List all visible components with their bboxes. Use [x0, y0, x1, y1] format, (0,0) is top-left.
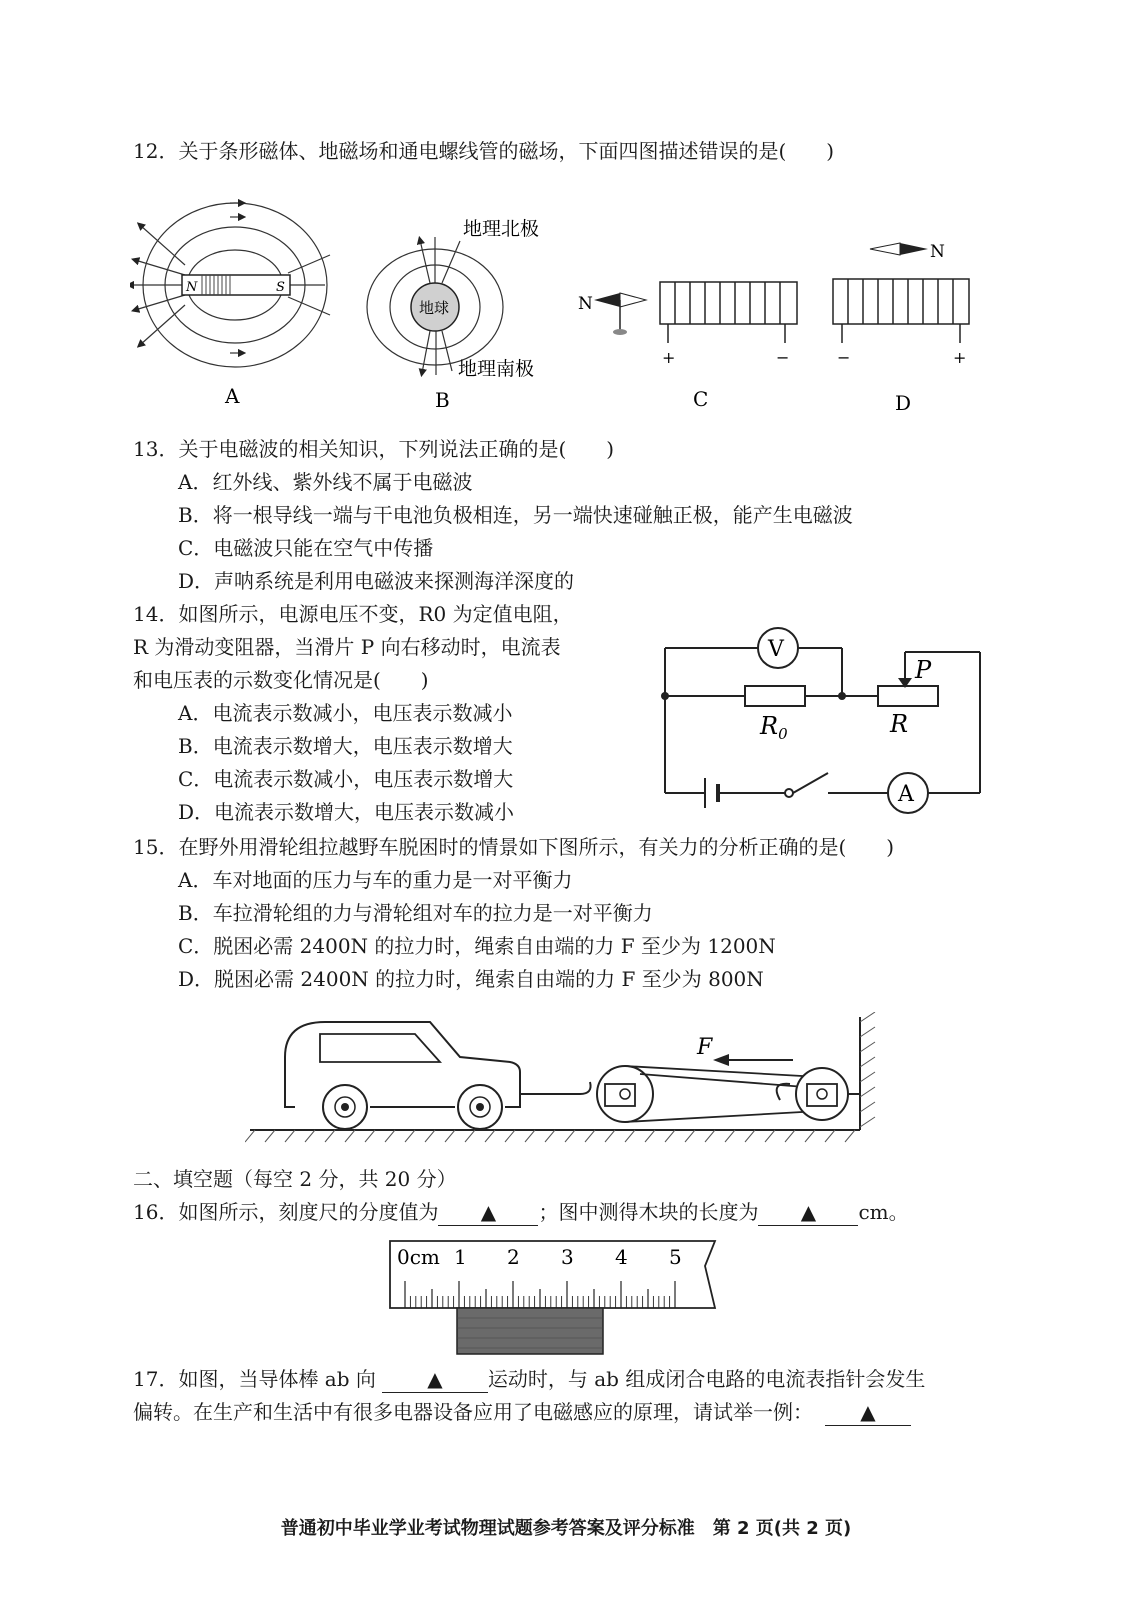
earth-label: 地球 [419, 299, 450, 317]
q14-circuit-diagram [660, 618, 1005, 818]
q16-ruler-diagram [385, 1236, 725, 1358]
figure-d-solenoid [833, 279, 969, 343]
q13-option-c: C．电磁波只能在空气中传播 [178, 536, 434, 560]
c-needle-n-label: N [578, 294, 593, 314]
figure-a-label: A [225, 384, 240, 408]
q16-blank-1[interactable]: ▲ [438, 1199, 538, 1226]
rheostat-label: R [890, 710, 909, 738]
q17-stem-line1 [133, 1366, 925, 1393]
q12-stem: 12．关于条形磁体、地磁场和通电螺线管的磁场，下面四图描述错误的是( ) [133, 139, 835, 163]
q17-blank-1[interactable]: ▲ [382, 1366, 488, 1393]
q14-option-d: D．电流表示数增大，电压表示数减小 [178, 800, 515, 824]
q17-blank-2[interactable]: ▲ [825, 1399, 911, 1426]
voltmeter-label: V [768, 637, 784, 662]
q14-stem-line3: 和电压表的示数变化情况是( ) [133, 668, 429, 692]
q17-stem-line2 [133, 1399, 911, 1426]
q16-post: cm。 [858, 1200, 909, 1224]
south-pole-label: 地理南极 [458, 358, 535, 380]
ruler-label-5: 5 [669, 1245, 682, 1269]
q13-option-a: A．红外线、紫外线不属于电磁波 [178, 470, 473, 494]
figure-c-label: C [693, 387, 709, 411]
q15-option-c: C．脱困必需 2400N 的拉力时，绳索自由端的力 F 至少为 1200N [178, 934, 776, 958]
page-footer: 普通初中毕业学业考试物理试题参考答案及评分标准 第 2 页(共 2 页) [280, 1518, 852, 1539]
ruler-label-3: 3 [561, 1245, 574, 1269]
d-minus-label: − [837, 348, 851, 367]
d-needle-n-label: N [930, 242, 945, 262]
magnet-n-label: N [186, 280, 198, 295]
q13-option-b: B．将一根导线一端与干电池负极相连，另一端快速碰触正极，能产生电磁波 [178, 503, 853, 527]
q13-option-d: D．声呐系统是利用电磁波来探测海洋深度的 [178, 569, 575, 593]
c-plus-label: + [662, 348, 676, 367]
q15-car-pulley-diagram [245, 1012, 885, 1152]
slider-p-label: P [915, 656, 932, 684]
q14-stem-line1: 14．如图所示，电源电压不变，R0 为定值电阻， [133, 602, 573, 626]
ruler-label-0: 0cm [397, 1245, 440, 1269]
q14-stem-line2: R 为滑动变阻器，当滑片 P 向右移动时，电流表 [133, 635, 561, 659]
q15-option-b: B．车拉滑轮组的力与滑轮组对车的拉力是一对平衡力 [178, 901, 653, 925]
q17-pre: 17．如图，当导体棒 ab 向 [133, 1367, 376, 1391]
q15-stem: 15．在野外用滑轮组拉越野车脱困时的情景如下图所示，有关力的分析正确的是( ) [133, 835, 895, 859]
c-minus-label: − [776, 348, 790, 367]
q14-option-c: C．电流表示数减小，电压表示数增大 [178, 767, 514, 791]
ruler-label-1: 1 [454, 1245, 467, 1269]
north-pole-label: 地理北极 [463, 218, 540, 240]
q16-stem [133, 1199, 909, 1226]
q15-option-a: A．车对地面的压力与车的重力是一对平衡力 [178, 868, 573, 892]
magnet-s-label: S [276, 280, 285, 295]
q14-option-b: B．电流表示数增大，电压表示数增大 [178, 734, 513, 758]
q16-pre: 16．如图所示，刻度尺的分度值为 [133, 1200, 439, 1224]
d-plus-label: + [953, 348, 967, 367]
force-f-label: F [697, 1035, 713, 1060]
ruler-label-2: 2 [507, 1245, 520, 1269]
q12-figures [130, 185, 990, 420]
figure-c-solenoid [660, 282, 797, 343]
figure-b-label: B [435, 388, 450, 412]
ammeter-label: A [898, 782, 914, 807]
ruler-label-4: 4 [615, 1245, 628, 1269]
figure-d-label: D [895, 391, 912, 415]
q17-post: 运动时，与 ab 组成闭合电路的电流表指针会发生 [487, 1367, 926, 1391]
section-2-heading: 二、填空题（每空 2 分，共 20 分） [133, 1167, 457, 1191]
q13-stem: 13．关于电磁波的相关知识，下列说法正确的是( ) [133, 437, 615, 461]
q14-option-a: A．电流表示数减小，电压表示数减小 [178, 701, 513, 725]
q15-option-d: D．脱困必需 2400N 的拉力时，绳索自由端的力 F 至少为 800N [178, 967, 764, 991]
q16-mid: ；图中测得木块的长度为 [538, 1200, 759, 1224]
q17-line2: 偏转。在生产和生活中有很多电器设备应用了电磁感应的原理，请试举一例： [133, 1400, 813, 1424]
q16-blank-2[interactable]: ▲ [758, 1199, 858, 1226]
r0-label: $R_0$ [760, 712, 788, 743]
